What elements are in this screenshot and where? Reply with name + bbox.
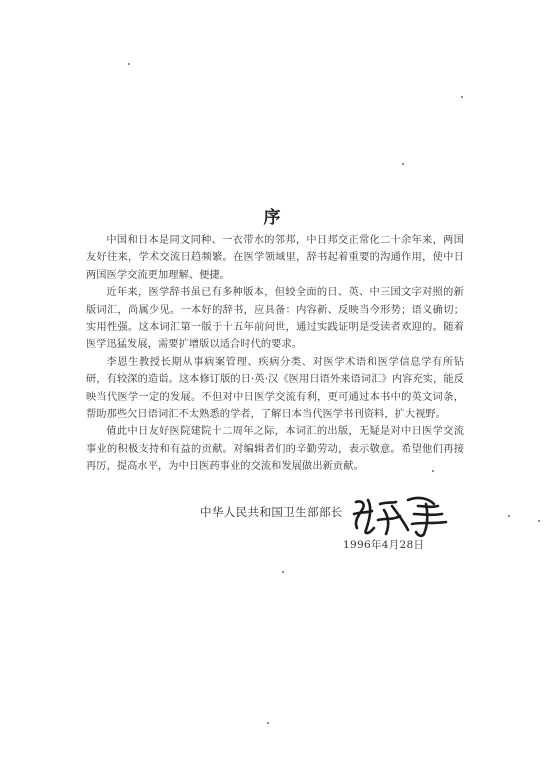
scan-speck <box>402 163 404 165</box>
scan-speck <box>538 520 540 522</box>
page-title: 序 <box>263 208 283 228</box>
paragraph: 值此中日友好医院建院十二周年之际，本词汇的出版，无疑是对中日医学交流事业的积极支持和有益的贡献。对编辑者们的辛勤劳动，表示敬意。希望他们再接再厉，提高水平，为中日医药事业的交流和发展做出新贡献。 <box>86 426 464 473</box>
scan-speck <box>282 571 284 573</box>
scan-speck <box>508 515 510 517</box>
paragraph: 中国和日本是同文同种、一衣带水的邻邦，中日邦交正常化二十余年来，两国友好往来，学术交流日趋频繁。在医学领域里，辞书起着重要的沟通作用，使中日两国医学交流更加理解、便捷。 <box>86 235 464 281</box>
paragraph: 李恩生教授长期从事病案管理、疾病分类、对医学术语和医学信息学有所钻研，有较深的造诣。这本修订版的日·英·汉《医用日语外来语词汇》内容充实，能反映当代医学一定的发展。不但对中日医学交流有利，更可通过本书中的英文词条，帮助那些欠日语词汇不太熟悉的学者，了解日本当代医学书刊资料，扩大视野。 <box>86 356 464 421</box>
scan-speck <box>128 63 130 65</box>
signature-date: 1996年4月28日 <box>343 539 425 551</box>
preface-body <box>86 232 464 476</box>
scan-speck <box>267 722 269 724</box>
handwritten-signature <box>348 494 463 539</box>
scan-speck <box>432 470 434 472</box>
scan-speck <box>461 96 463 98</box>
paragraph: 近年来，医学辞书虽已有多种版本，但较全面的日、英、中三国文字对照的新版词汇，尚属少见。一本好的辞书，应具备：内容新、反映当今形势；语义确切；实用性强。这本词汇第一版于十五年前问世，通过实践证明是受读者欢迎的。随着医学迅猛发展，需要扩增版以适合时代的要求。 <box>86 287 464 351</box>
signer-title: 中华人民共和国卫生部部长 <box>200 505 343 519</box>
